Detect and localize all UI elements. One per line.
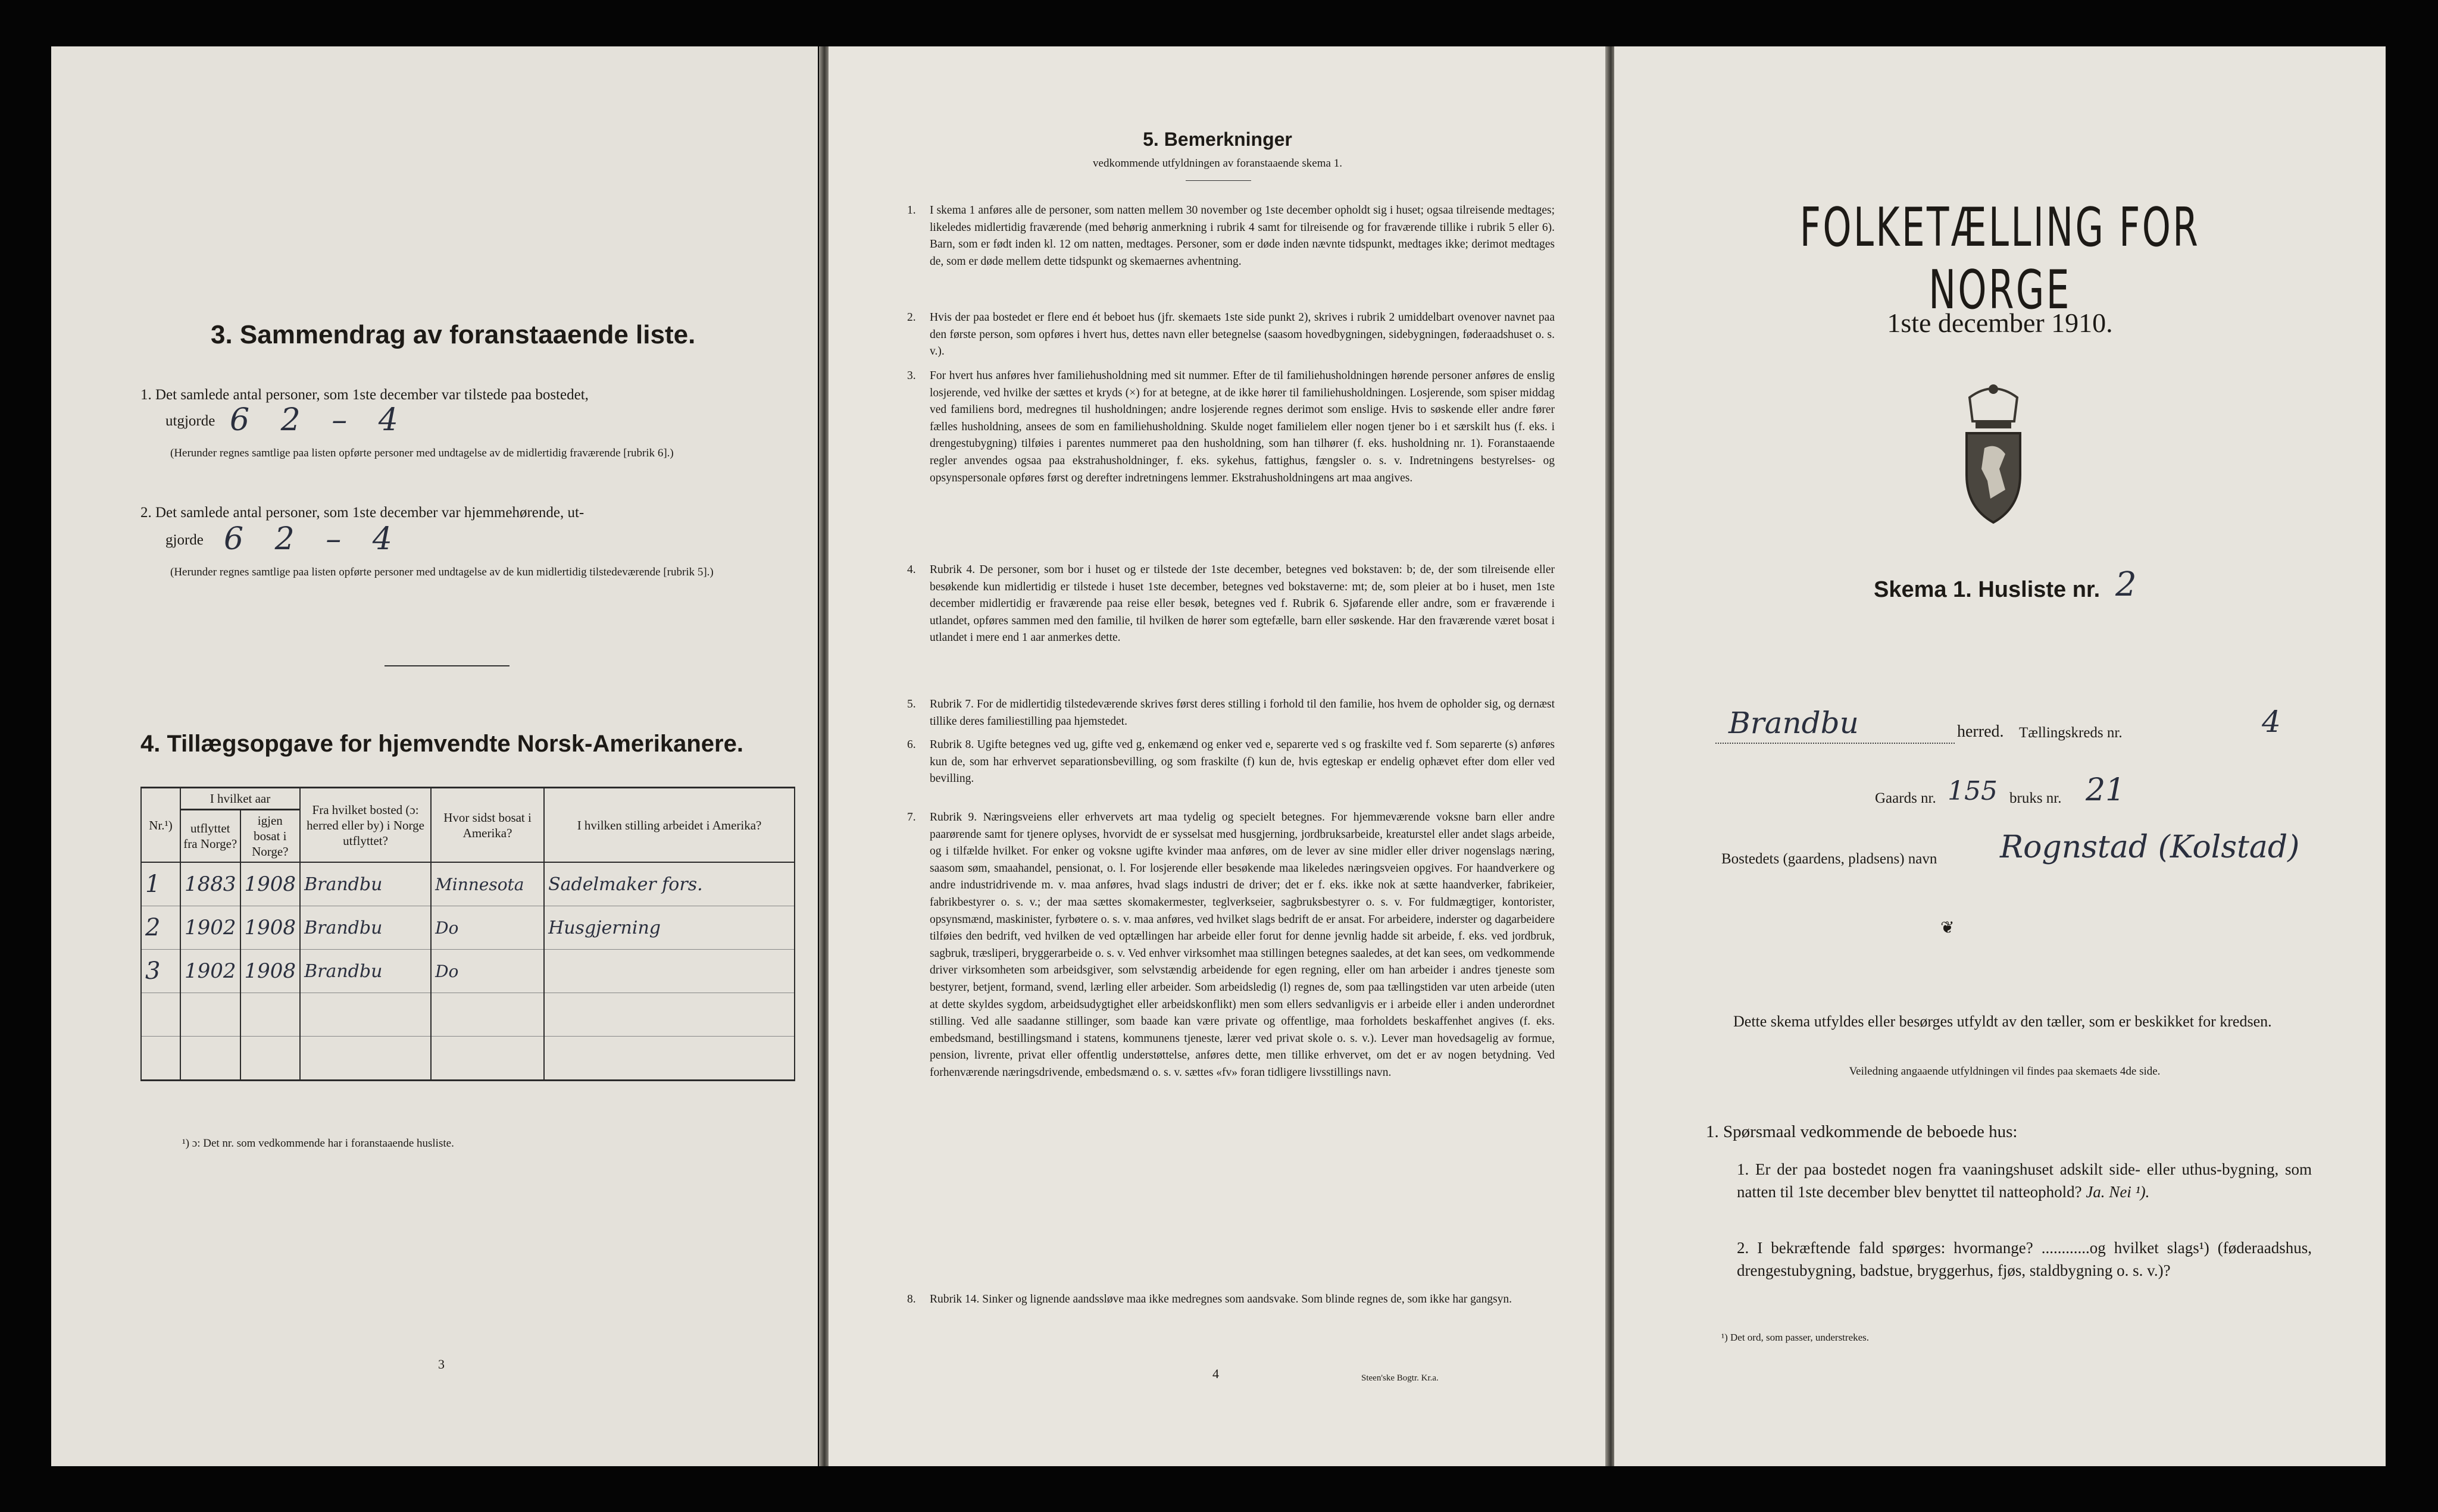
middle-page	[829, 46, 1606, 1466]
cell-utflyttet: 1902	[180, 906, 240, 950]
cell-stilling	[544, 993, 795, 1037]
col-stilling: I hvilken stilling arbeidet i Amerika?	[544, 788, 795, 863]
herred-value: Brandbu	[1729, 706, 1859, 740]
bruks-label: bruks nr.	[2009, 790, 2062, 806]
item1-utgjorde-label: utgjorde	[165, 413, 215, 429]
remark-item	[907, 1291, 1555, 1308]
question-1	[1737, 1158, 2312, 1203]
cell-igjen: 1908	[240, 950, 301, 993]
remark-text: Rubrik 4. De personer, som bor i huset og er tilstede der 1ste december, betegnes ved bokstaven: b; de, der som tilreisende eller besøkende kun midlertidig er tilstede i huset 1ste december, betegnes ved bokstaverne: mt; de, som pleier at bo i huset, men 1ste december midlertidig er fraværende paa reise eller besøk, betegnes ved f. Rubrik 6. Sjøfarende eller andre, som er fraværende i utlandet, opføres sammen med den familie, til hvilken de hører som egtefælle, barn eller søskende. Har den fraværende været bosat i utlandet i mere end 1 aar anmerkes dette.	[930, 564, 1555, 644]
census-date: 1ste december 1910.	[1887, 308, 2113, 338]
summary-item-1: 1. Det samlede antal personer, som 1ste december var tilstede paa bostedet,	[140, 387, 589, 403]
item1-note: (Herunder regnes samtlige paa listen opførte personer med undtagelse av de midlertidig fraværende [rubrik 6].)	[170, 447, 674, 459]
page-number: 4	[1212, 1366, 1219, 1381]
krets-label: Tællingskreds nr.	[2019, 725, 2123, 741]
summary-item-2: 2. Det samlede antal personer, som 1ste december var hjemmehørende, ut-	[140, 505, 585, 521]
col-nr: Nr.¹)	[141, 788, 180, 863]
divider	[385, 665, 510, 666]
cell-nr: 3	[141, 950, 180, 993]
table-row	[141, 862, 795, 906]
col-hvor: Hvor sidst bosat i Amerika?	[431, 788, 544, 863]
cell-stilling: Sadelmaker fors.	[544, 862, 795, 906]
cell-utflyttet: 1883	[180, 862, 240, 906]
remark-item	[907, 309, 1555, 361]
right-page	[1614, 46, 2386, 1466]
item2-note: (Herunder regnes samtlige paa listen opførte personer med undtagelse av de kun midlertidig tilstedeværende [rubrik 5].)	[170, 566, 714, 578]
item2-value: 6 2 – 4	[224, 521, 403, 557]
item2-utgjorde-label: gjorde	[165, 532, 204, 548]
col-igjen: igjen bosat i Norge?	[240, 810, 301, 863]
title-rule	[1186, 180, 1251, 181]
bosted-label: Bostedets (gaardens, pladsens) navn	[1721, 851, 1937, 867]
remark-text: Rubrik 14. Sinker og lignende aandssløve maa ikke medregnes som aandsvake. Som blinde regnes de, som ikke har gangsyn.	[930, 1293, 1512, 1306]
remark-num: 6.	[907, 738, 916, 751]
section4-title: 4. Tillægsopgave for hjemvendte Norsk-Amerikanere.	[140, 731, 743, 757]
remark-item	[907, 737, 1555, 788]
main-title: FOLKETÆLLING FOR NORGE	[1799, 196, 2201, 321]
remark-text: I skema 1 anføres alle de personer, som natten mellem 30 november og 1ste december opholdt sig i huset; ogsaa tilreisende medtages; likeledes midlertidig fraværende (med behørig anmerkning i rubrik 4 samt for tilreisende og for fraværende tillike i rubrik 5 eller 6). Barn, som er født inden kl. 12 om natten, medtages. Personer, som er døde inden nævnte tidspunkt, medtages ikke; derimot medtages de, som er døde mellem dette tidspunkt og skemaernes avhentning.	[930, 204, 1555, 268]
husliste-nr: 2	[2115, 565, 2137, 604]
herred-line	[1715, 743, 1955, 744]
cell-nr: 2	[141, 906, 180, 950]
question-1-text: 1. Er der paa bostedet nogen fra vaaningshuset adskilt side- eller uthus-bygning, som natten til 1ste december blev benyttet til natteophold?	[1737, 1160, 2312, 1201]
section3-title: 3. Sammendrag av foranstaaende liste.	[211, 320, 696, 349]
remark-text: Hvis der paa bostedet er flere end ét beboet hus (jfr. skemaets 1ste side punkt 2), skrives i rubrik 2 umiddelbart ovenover navnet paa den første person, som opføres i hvert hus, dettes navn eller betegnelse (saasom hovedbygningen, sidebygningen, føderaadshuset o. s. v.).	[930, 311, 1555, 358]
cell-utflyttet: 1902	[180, 950, 240, 993]
remark-num: 4.	[907, 564, 916, 576]
cell-hvor: Do	[431, 950, 544, 993]
krets-value: 4	[2262, 705, 2281, 739]
remark-item	[907, 368, 1555, 487]
cell-fra: Brandbu	[300, 950, 431, 993]
cell-nr	[141, 993, 180, 1037]
questions-heading: 1. Spørsmaal vedkommende de beboede hus:	[1706, 1122, 2018, 1141]
table-row	[141, 906, 795, 950]
cell-fra: Brandbu	[300, 906, 431, 950]
remarks-subtitle: vedkommende utfyldningen av foranstaaende skema 1.	[1093, 157, 1342, 170]
col-fra: Fra hvilket bosted (ɔ: herred eller by) i Norge utflyttet?	[300, 788, 431, 863]
schema-label: Skema 1. Husliste nr.	[1874, 577, 2101, 602]
instruction-text: Dette skema utfyldes eller besørges utfyldt av den tæller, som er beskikket for kredsen.	[1733, 1013, 2272, 1030]
herred-label: herred.	[1957, 722, 2004, 741]
left-page	[51, 46, 818, 1466]
cell-hvor	[431, 1037, 544, 1081]
cell-fra	[300, 1037, 431, 1081]
remark-item	[907, 202, 1555, 270]
col-group-year: I hvilket aar	[180, 788, 300, 810]
coat-of-arms-icon	[1955, 380, 2032, 531]
cell-hvor: Do	[431, 906, 544, 950]
cell-hvor: Minnesota	[431, 862, 544, 906]
cell-igjen: 1908	[240, 862, 301, 906]
remark-text: Rubrik 7. For de midlertidig tilstedeværende skrives først deres stilling i forhold til den familie, hos hvem de opholder sig, og dernæst tillike deres familiestilling paa hjemstedet.	[930, 698, 1555, 728]
table-row	[141, 993, 795, 1037]
remark-num: 3.	[907, 370, 916, 382]
bruks-value: 21	[2086, 772, 2126, 808]
bosted-value: Rognstad (Kolstad)	[2000, 829, 2300, 865]
ornament-icon: ❦	[1940, 919, 1955, 937]
remark-text: For hvert hus anføres hver familiehusholdning med sit nummer. Efter de til familiehusholdningen hørende personer anføres de enslig losjerende, ved hvilke der sættes et kryds (×) for at betegne, at de ikke hører til familiehusholdningen. Losjerende, som spiser middag ved familiens bord, medregnes til husholdningen; andre losjerende regnes derimot som enslige. Hvis to søskende eller andre fører fælles husholdning, ansees de som en familiehusholdning. Skulde noget familielem eller nogen tjener bo i et særskilt hus (f. eks. i drengestubygning) tilføies i parentes nummeret paa den husholdning, som han tilhører (f. eks. husholdning nr. 1). Foranstaaende regler anvendes ogsaa paa ekstrahusholdninger, f. eks. sykehus, fattighus, fængsler o. s. v. Indretningens bestyrelses- og opsynspersonale opføres først og derefter indretningens lemmer. Ekstrahusholdningens art maa angives.	[930, 370, 1555, 484]
instruction-small: Veiledning angaaende utfyldningen vil findes paa skemaets 4de side.	[1849, 1065, 2161, 1078]
cell-hvor	[431, 993, 544, 1037]
remark-num: 1.	[907, 204, 916, 217]
remark-num: 5.	[907, 698, 916, 710]
cell-utflyttet	[180, 993, 240, 1037]
table-row	[141, 1037, 795, 1081]
remark-num: 8.	[907, 1293, 916, 1306]
printer-mark: Steen'ske Bogtr. Kr.a.	[1361, 1373, 1439, 1383]
remark-num: 7.	[907, 811, 916, 824]
cell-stilling	[544, 950, 795, 993]
question-2: 2. I bekræftende fald spørges: hvormange? ............og hvilket slags¹) (føderaadshus, drengestubygning, badstue, bryggerhus, fjøs, staldbygning o. s. v.)?	[1737, 1239, 2312, 1279]
question-1-answer: Ja. Nei ¹).	[2086, 1183, 2150, 1201]
footnote: ¹) Det ord, som passer, understrekes.	[1721, 1332, 1870, 1343]
cell-utflyttet	[180, 1037, 240, 1081]
table-footnote: ¹) ɔ: Det nr. som vedkommende har i foranstaaende husliste.	[182, 1137, 454, 1150]
table-row	[141, 950, 795, 993]
gaards-value: 155	[1948, 776, 1998, 806]
cell-nr: 1	[141, 862, 180, 906]
cell-fra: Brandbu	[300, 862, 431, 906]
cell-igjen	[240, 1037, 301, 1081]
norsk-amerikanere-table	[140, 787, 795, 1081]
cell-stilling: Husgjerning	[544, 906, 795, 950]
cell-stilling	[544, 1037, 795, 1081]
page-number: 3	[438, 1357, 445, 1372]
cell-nr	[141, 1037, 180, 1081]
remark-item	[907, 809, 1555, 1082]
remark-item	[907, 696, 1555, 730]
item1-value: 6 2 – 4	[230, 402, 409, 438]
remark-item	[907, 562, 1555, 647]
remark-text: Rubrik 8. Ugifte betegnes ved ug, gifte ved g, enkemænd og enker ved e, separerte ved s og fraskilte ved f. Som separerte (s) anføres kun de, som har erhvervet separationsbevilling, og som fraskilte (f) kun de, hvis egteskap er endelig ophævet efter dom eller ved bevilling.	[930, 738, 1555, 785]
cell-igjen	[240, 993, 301, 1037]
remarks-title: 5. Bemerkninger	[1143, 129, 1292, 150]
col-utflyttet: utflyttet fra Norge?	[180, 810, 240, 863]
remark-text: Rubrik 9. Næringsveiens eller erhvervets art maa tydelig og specielt betegnes. For hjemmeværende voksne barn eller andre paarørende samt for tjenere oplyses, hvorvidt de er sysselsat med husgjerning, jordbruksarbeide, kreaturstel eller andet slags arbeide, og i tilfælde hvilket. For enker og voksne ugifte kvinder maa anføres, om de lever av sine midler eller driver nogenslags næring, saasom søm, smaahandel, pensionat, o. l. For losjerende eller besøkende maa likeledes næringsveien opgives. For haandverkere og andre industridrivende m. v. maa anføres, hvad slags industri de driver; det er f. eks. ikke nok at sætte haandverker, fabrikeier, fabrikbestyrer o. s. v.; der maa sættes skomakermester, teglverkseier, sagbruksbestyrer o. s. v. For fuldmægtiger, kontorister, opsynsmænd, maskinister, fyrbøtere o. s. v. maa anføres, ved hvilket slags bedrift de er ansat. For arbeidere, inderster og dagarbeidere tilføies den bedrift, ved hvilken de ved optællingen har arbeide eller forut for denne jevnlig hadde sit arbeide, f. eks. ved jordbruk, sagbruk, træsliperi, bryggerarbeide o. s. v. Ved enhver virksomhet maa stillingen betegnes saaledes, at det kan sees, om vedkommende driver virksomheten som arbeidsgiver, som selvstændig arbeidende for egen regning, eller om han arbeider i andres tjeneste som bestyrer, betjent, formand, svend, lærling eller arbeider. Som arbeidsledig (l) regnes de, som paa tællingstiden var uten arbeide (uten at dette skyldes sygdom, arbeidsudygtighet eller arbeidskonflikt) men som ellers sedvanligvis er i arbeide eller i anden underordnet stilling. Ved alle saadanne stillinger, som baade kan være private og offentlige, maa forholdets beskaffenhet angives (f. eks. embedsmand, bestillingsmand i statens, kommunens tjeneste, lærer ved privat skole o. s. v.). Lever man hovedsagelig av formue, pension, livrente, privat eller offentlig understøttelse, anføres dette, men tillike erhvervet, om det er av nogen betydning. Ved forhenværende næringsdrivende, embedsmænd o. s. v. sættes «fv» foran tidligere livsstillings navn.	[930, 811, 1555, 1079]
remark-num: 2.	[907, 311, 916, 324]
cell-fra	[300, 993, 431, 1037]
cell-igjen: 1908	[240, 906, 301, 950]
gaards-label: Gaards nr.	[1875, 790, 1936, 806]
